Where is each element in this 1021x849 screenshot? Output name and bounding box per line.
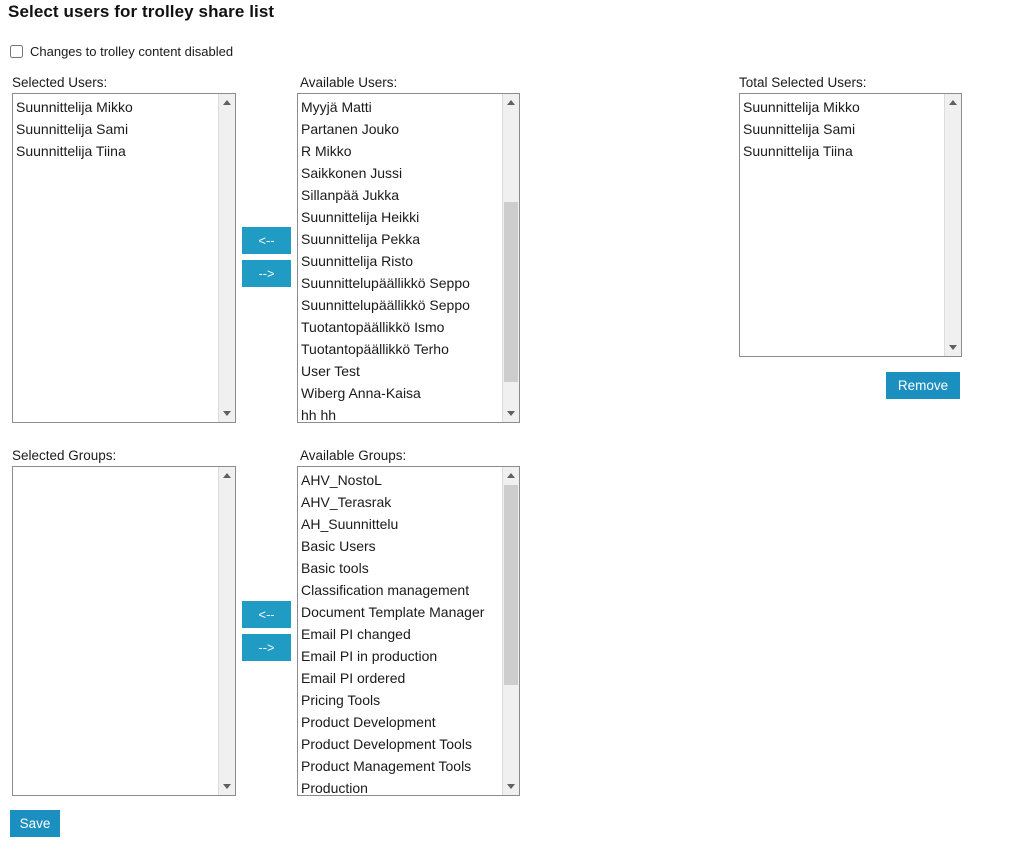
total-selected-users-label: Total Selected Users: — [739, 75, 867, 90]
move-groups-left-button[interactable]: <-- — [242, 601, 291, 628]
available-users-items[interactable] — [298, 94, 502, 422]
list-item[interactable]: Suunnittelija Tiina — [16, 143, 126, 159]
scrollbar-thumb[interactable] — [504, 485, 518, 685]
save-button[interactable]: Save — [10, 810, 60, 837]
total-selected-users-list[interactable] — [739, 93, 962, 357]
selected-groups-label: Selected Groups: — [12, 448, 117, 463]
list-item[interactable]: Suunnittelupäällikkö Seppo — [301, 297, 470, 313]
move-users-left-button[interactable]: <-- — [242, 227, 291, 254]
disable-changes-row — [10, 44, 233, 59]
scroll-down-icon[interactable] — [219, 778, 235, 795]
list-item[interactable]: Partanen Jouko — [301, 121, 400, 137]
selected-groups-items[interactable] — [13, 467, 218, 795]
list-item[interactable]: Sillanpää Jukka — [301, 187, 400, 203]
move-users-right-button[interactable]: --> — [242, 260, 291, 287]
available-groups-list[interactable] — [297, 466, 520, 796]
list-item[interactable]: Suunnittelija Tiina — [743, 143, 853, 159]
list-item[interactable]: R Mikko — [301, 143, 352, 159]
list-item[interactable]: Product Development Tools — [301, 736, 472, 752]
move-groups-right-button[interactable]: --> — [242, 634, 291, 661]
list-item[interactable]: Tuotantopäällikkö Terho — [301, 341, 449, 357]
list-item[interactable]: Suunnittelija Sami — [16, 121, 129, 137]
available-users-label: Available Users: — [300, 75, 398, 90]
list-item[interactable]: Wiberg Anna-Kaisa — [301, 385, 421, 401]
total-selected-users-items[interactable] — [740, 94, 944, 356]
selected-users-scrollbar[interactable] — [218, 94, 235, 422]
scroll-up-icon[interactable] — [219, 94, 235, 111]
available-groups-label: Available Groups: — [300, 448, 407, 463]
list-item[interactable]: Pricing Tools — [301, 692, 381, 708]
list-item[interactable]: Basic tools — [301, 560, 369, 576]
list-item[interactable]: Myyjä Matti — [301, 99, 372, 115]
list-item[interactable]: Saikkonen Jussi — [301, 165, 403, 181]
available-groups-items[interactable] — [298, 467, 502, 795]
scroll-down-icon[interactable] — [219, 405, 235, 422]
scroll-down-icon[interactable] — [945, 339, 961, 356]
list-item[interactable]: Suunnittelupäällikkö Seppo — [301, 275, 470, 291]
list-item[interactable]: Suunnittelija Risto — [301, 253, 414, 269]
list-item[interactable]: Email PI changed — [301, 626, 411, 642]
selected-users-items[interactable] — [13, 94, 218, 422]
scroll-up-icon[interactable] — [503, 94, 519, 111]
list-item[interactable]: Classification management — [301, 582, 470, 598]
remove-button[interactable]: Remove — [886, 372, 960, 399]
list-item[interactable]: Suunnittelija Sami — [743, 121, 856, 137]
scroll-down-icon[interactable] — [503, 405, 519, 422]
scrollbar-thumb[interactable] — [504, 202, 518, 382]
list-item[interactable]: Suunnittelija Heikki — [301, 209, 420, 225]
list-item[interactable]: hh hh — [301, 407, 337, 422]
scroll-up-icon[interactable] — [219, 467, 235, 484]
list-item[interactable]: AHV_NostoL — [301, 472, 382, 488]
selected-users-list[interactable] — [12, 93, 236, 423]
list-item[interactable]: Product Management Tools — [301, 758, 472, 774]
selected-groups-scrollbar[interactable] — [218, 467, 235, 795]
disable-changes-checkbox[interactable] — [10, 45, 23, 58]
list-item[interactable]: Suunnittelija Pekka — [301, 231, 421, 247]
list-item[interactable]: AH_Suunnittelu — [301, 516, 399, 532]
list-item[interactable]: Email PI in production — [301, 648, 438, 664]
available-users-scrollbar[interactable] — [502, 94, 519, 422]
scroll-up-icon[interactable] — [945, 94, 961, 111]
list-item[interactable]: Product Development — [301, 714, 436, 730]
selected-users-label: Selected Users: — [12, 75, 108, 90]
page-title: Select users for trolley share list — [8, 2, 275, 21]
available-users-list[interactable] — [297, 93, 520, 423]
list-item[interactable]: Document Template Manager — [301, 604, 485, 620]
list-item[interactable]: Production — [301, 780, 368, 795]
list-item[interactable]: Suunnittelija Mikko — [743, 99, 860, 115]
list-item[interactable]: Email PI ordered — [301, 670, 406, 686]
available-groups-scrollbar[interactable] — [502, 467, 519, 795]
scroll-up-icon[interactable] — [503, 467, 519, 484]
disable-changes-label: Changes to trolley content disabled — [30, 44, 234, 59]
total-selected-users-scrollbar[interactable] — [944, 94, 961, 356]
list-item[interactable]: Tuotantopäällikkö Ismo — [301, 319, 445, 335]
scroll-down-icon[interactable] — [503, 778, 519, 795]
list-item[interactable]: Basic Users — [301, 538, 376, 554]
list-item[interactable]: User Test — [301, 363, 360, 379]
selected-groups-list[interactable] — [12, 466, 236, 796]
list-item[interactable]: AHV_Terasrak — [301, 494, 392, 510]
list-item[interactable]: Suunnittelija Mikko — [16, 99, 133, 115]
